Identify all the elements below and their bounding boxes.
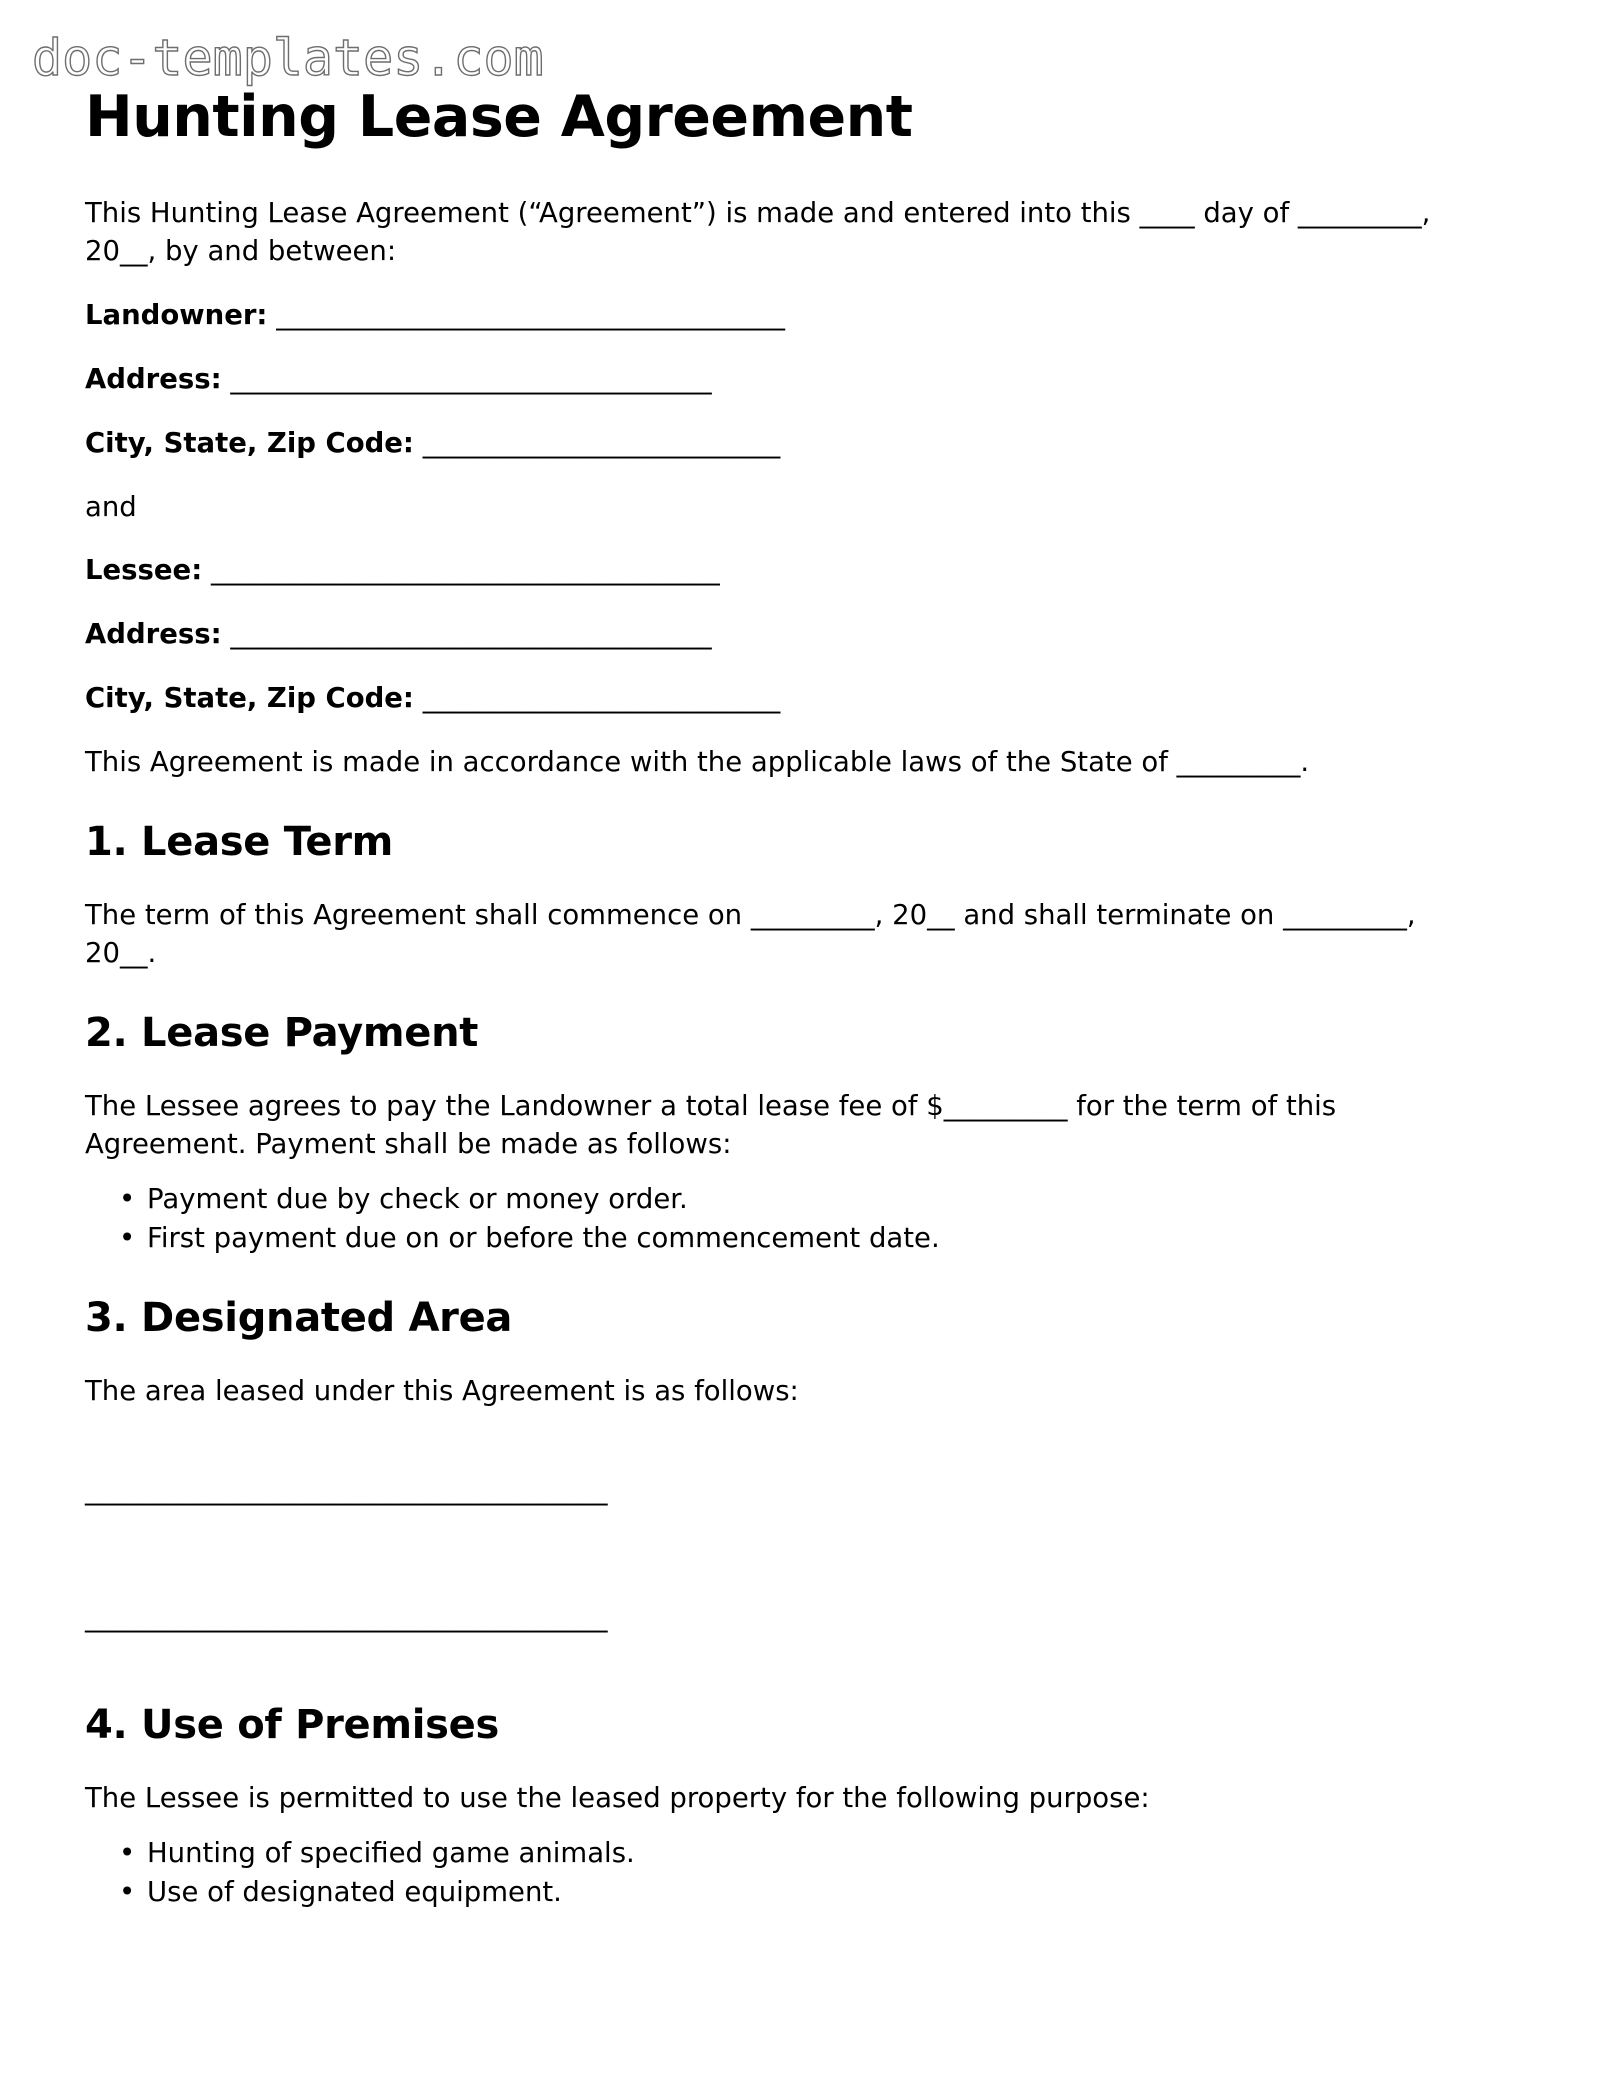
designated-area-blank-line-1[interactable]: ______________________________________ — [85, 1474, 608, 1507]
landowner-city-label: City, State, Zip Code: — [85, 426, 414, 459]
section-heading-designated-area: 3. Designated Area — [85, 1295, 513, 1342]
section-body-use-of-premises: The Lessee is permitted to use the leased property for the following purpose: — [85, 1781, 1150, 1814]
lessee-name-blank[interactable]: _____________________________________ — [210, 554, 720, 587]
lessee-address-blank[interactable]: ___________________________________ — [230, 618, 712, 651]
landowner-address-field — [85, 361, 1475, 399]
list-item: • First payment due on or before the commencement date. — [147, 1219, 1475, 1258]
parties-conjunction: and — [85, 490, 137, 523]
lessee-name-label: Lessee: — [85, 554, 203, 587]
document-content — [85, 0, 1475, 1912]
list-item: • Hunting of specified game animals. — [147, 1834, 1475, 1873]
landowner-address-label: Address: — [85, 362, 222, 395]
section-heading-lease-term: 1. Lease Term — [85, 819, 394, 866]
section-heading-use-of-premises: 4. Use of Premises — [85, 1701, 500, 1748]
doc-templates-watermark: doc-templates.com — [32, 29, 544, 87]
lessee-name-field — [85, 552, 1475, 590]
lessee-address-label: Address: — [85, 618, 222, 651]
list-item: • Payment due by check or money order. — [147, 1180, 1475, 1219]
page-title: Hunting Lease Agreement — [85, 84, 913, 150]
landowner-city-blank[interactable]: __________________________ — [422, 426, 781, 459]
lessee-city-field — [85, 680, 1475, 718]
landowner-city-field — [85, 425, 1475, 463]
section-body-designated-area: The area leased under this Agreement is as follows: — [85, 1374, 799, 1407]
lessee-address-field — [85, 616, 1475, 654]
use-of-premises-bullet-list — [85, 1834, 1475, 1913]
governing-law-paragraph: This Agreement is made in accordance with the applicable laws of the State of _________. — [85, 746, 1310, 779]
landowner-name-blank[interactable]: _____________________________________ — [276, 298, 785, 331]
landowner-address-blank[interactable]: ___________________________________ — [230, 362, 712, 395]
lessee-city-label: City, State, Zip Code: — [85, 682, 414, 715]
intro-paragraph: This Hunting Lease Agreement (“Agreement”) is made and entered into this ____ day of _________, 20__, by and between: — [85, 196, 1431, 267]
section-body-lease-payment: The Lessee agrees to pay the Landowner a total lease fee of $_________ for the term of this Agreement. Payment shall be made as follows: — [85, 1089, 1337, 1160]
section-body-lease-term: The term of this Agreement shall commence on _________, 20__ and shall terminate on _________, 20__. — [85, 899, 1416, 969]
list-item: • Use of designated equipment. — [147, 1873, 1475, 1912]
lease-payment-bullet-list — [85, 1180, 1475, 1259]
landowner-name-field — [85, 297, 1475, 335]
landowner-name-label: Landowner: — [85, 298, 268, 331]
section-heading-lease-payment: 2. Lease Payment — [85, 1009, 479, 1056]
lessee-city-blank[interactable]: __________________________ — [422, 682, 781, 715]
designated-area-blank-line-2[interactable]: ______________________________________ — [85, 1601, 608, 1634]
